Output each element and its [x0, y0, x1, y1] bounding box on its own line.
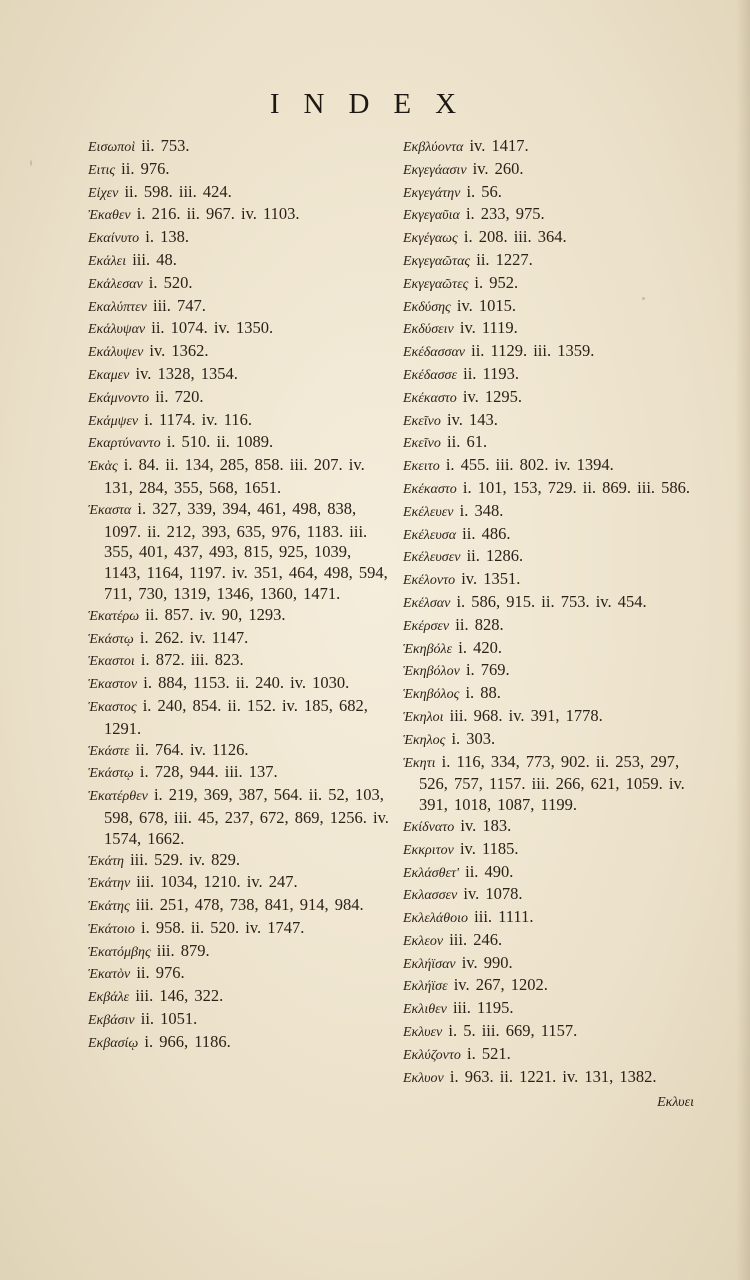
index-entry: [88, 740, 393, 763]
index-headword: Εκλασσεν: [403, 888, 458, 904]
index-entry: [403, 1067, 703, 1090]
index-references: ii. 1051.: [140, 1009, 198, 1029]
index-references: ii. 828.: [455, 614, 504, 634]
index-headword: Εκγέγαως: [403, 231, 458, 247]
index-entry: [88, 650, 393, 673]
index-entry: [403, 638, 703, 661]
paper-speck: [30, 160, 32, 166]
index-entry: [88, 963, 393, 986]
index-headword: Εκκριτον: [403, 842, 454, 858]
index-column-right: [403, 136, 703, 1089]
index-references: i. 5. iii. 669, 1157.: [448, 1021, 578, 1041]
index-entry: [403, 227, 703, 250]
index-entry: [403, 296, 703, 319]
index-references: ii. 1286.: [466, 546, 524, 566]
index-entry: [403, 478, 703, 501]
index-references: ii. 598. iii. 424.: [124, 181, 232, 201]
index-entry: [88, 986, 393, 1009]
index-headword: Εκλυον: [403, 1070, 444, 1086]
index-headword: Ἑκηλος: [403, 732, 446, 748]
index-references: iv. 1185.: [459, 838, 519, 858]
index-references: ii. 753.: [141, 136, 190, 155]
index-references: i. 455. iii. 802. iv. 1394.: [445, 455, 614, 475]
index-references: i. 219, 369, 387, 564. ii. 52, 103, 598, 678, iii. 45, 237, 672, 869, 1256. iv. 1574, 1662.: [104, 785, 389, 848]
index-column-left: [88, 136, 393, 1055]
index-headword: Εκλυεν: [403, 1025, 443, 1041]
index-references: i. 262. iv. 1147.: [139, 627, 249, 647]
index-references: i. 872. iii. 823.: [140, 650, 244, 670]
index-headword: Εκέρσεν: [403, 618, 450, 634]
index-entry: [88, 762, 393, 785]
index-headword: Εκβάσιν: [88, 1013, 135, 1029]
index-entry: [88, 364, 393, 387]
index-entry: [403, 501, 703, 524]
index-references: iii. 529. iv. 829.: [130, 849, 240, 869]
index-references: i. 521.: [466, 1043, 511, 1063]
index-references: i. 216. ii. 967. iv. 1103.: [136, 204, 300, 224]
index-headword: Ἑκατέρθεν: [88, 789, 148, 805]
index-references: i. 1174. iv. 116.: [144, 409, 252, 429]
index-headword: Εκαμεν: [88, 367, 130, 383]
index-headword: Εκλεον: [403, 933, 444, 949]
index-headword: Εκέλευσα: [403, 527, 457, 543]
index-entry: [88, 273, 393, 296]
index-headword: Εκέλσαν: [403, 595, 451, 611]
index-entry: [403, 432, 703, 455]
index-entry: [88, 895, 393, 918]
index-entry: [88, 941, 393, 964]
index-entry: [403, 182, 703, 205]
index-entry: [403, 930, 703, 953]
index-references: i. 348.: [459, 500, 504, 520]
index-entry: [403, 546, 703, 569]
index-entry: [403, 250, 703, 273]
index-headword: Εκεῖνο: [403, 413, 441, 429]
index-references: ii. 1129. iii. 1359.: [471, 341, 595, 361]
index-headword: Εκλελάθοιο: [403, 911, 469, 927]
index-references: ii. 61.: [447, 432, 488, 452]
index-references: i. 233, 975.: [465, 204, 545, 224]
index-references: i. 769.: [465, 660, 510, 680]
index-headword: Ἑκάτοιο: [88, 921, 135, 937]
index-entry: [403, 273, 703, 296]
index-headword: Εκάλυψαν: [88, 322, 146, 338]
index-headword: Ἑκαστοι: [88, 654, 135, 670]
index-headword: Εκέδασσαν: [403, 345, 466, 361]
index-headword: Εκλήϊσε: [403, 979, 448, 995]
index-entry: [88, 872, 393, 895]
index-headword: Εκβασίῳ: [88, 1035, 139, 1051]
index-entry: [403, 569, 703, 592]
index-references: iii. 879.: [156, 940, 210, 960]
index-entry: [403, 455, 703, 478]
index-references: i. 966, 1186.: [144, 1031, 231, 1051]
index-references: i. 116, 334, 773, 902. ii. 253, 297, 526, 757, 1157. iii. 266, 621, 1059. iv. 391, 1018, 1087, 1199.: [419, 751, 685, 815]
index-entry: [88, 673, 393, 696]
index-headword: Εκέλευσεν: [403, 550, 461, 566]
index-entry: [88, 250, 393, 273]
index-entry: [88, 785, 393, 849]
index-entry: [403, 387, 703, 410]
index-entry: [88, 696, 393, 740]
index-headword: Εκγεγάτην: [403, 185, 461, 201]
index-headword: Εκλύζοντο: [403, 1047, 461, 1063]
index-headword: Εκδύσειν: [403, 322, 454, 338]
index-headword: Ἑκηβόλον: [403, 664, 460, 680]
index-headword: Ἐκαθεν: [88, 208, 131, 224]
index-headword: Εκγεγαῶτας: [403, 253, 471, 269]
index-headword: Εκλιθεν: [403, 1002, 447, 1018]
index-headword: Ἑκηλοι: [403, 709, 444, 725]
index-entry: [403, 998, 703, 1021]
index-references: i. 963. ii. 1221. iv. 131, 1382.: [449, 1066, 657, 1086]
index-references: i. 586, 915. ii. 753. iv. 454.: [456, 591, 647, 611]
index-references: iv. 260.: [472, 158, 524, 178]
index-headword: Εκγεγάασιν: [403, 162, 467, 178]
index-references: iii. 1195.: [452, 998, 514, 1018]
index-entry: [88, 850, 393, 873]
index-entry: [403, 884, 703, 907]
index-entry: [403, 318, 703, 341]
paper-speck: [642, 297, 645, 300]
index-headword: Εκέκαστο: [403, 481, 457, 497]
index-headword: Εκάλεσαν: [88, 276, 143, 292]
index-entry: [403, 524, 703, 547]
index-entry: [403, 410, 703, 433]
index-entry: [88, 1009, 393, 1032]
index-headword: Εκλήϊσαν: [403, 956, 456, 972]
index-entry: [88, 387, 393, 410]
index-headword: Εκέκαστο: [403, 390, 457, 406]
index-entry: [403, 1044, 703, 1067]
index-headword: Ἑκὰς: [88, 459, 118, 475]
index-entry: [403, 706, 703, 729]
index-references: iv. 990.: [461, 952, 513, 972]
index-headword: Εκδύσης: [403, 299, 451, 315]
index-entry: [88, 1032, 393, 1055]
index-entry: [403, 615, 703, 638]
index-headword: Εκβάλε: [88, 990, 130, 1006]
index-references: ii. 486.: [462, 523, 511, 543]
index-headword: Εισωποὶ: [88, 140, 136, 155]
index-references: ii. 490.: [465, 861, 514, 881]
index-references: iv. 1417.: [469, 136, 529, 155]
index-references: ii. 720.: [155, 386, 204, 406]
index-entry: [403, 953, 703, 976]
index-entry: [88, 204, 393, 227]
index-headword: Εκειτο: [403, 459, 440, 475]
index-references: iii. 968. iv. 391, 1778.: [449, 705, 603, 725]
index-references: i. 56.: [466, 181, 502, 201]
index-references: i. 138.: [145, 227, 190, 247]
index-headword: Ἑκαστον: [88, 677, 138, 693]
index-references: iv. 183.: [460, 815, 512, 835]
index-references: i. 884, 1153. ii. 240. iv. 1030.: [143, 673, 350, 693]
index-entry: [403, 816, 703, 839]
index-references: ii. 976.: [121, 158, 170, 178]
index-headword: Ἑκαστος: [88, 699, 137, 715]
index-references: iv. 267, 1202.: [453, 975, 548, 995]
index-references: iv. 1362.: [149, 341, 209, 361]
index-references: iv. 1015.: [456, 295, 517, 315]
index-headword: Εκεῖνο: [403, 436, 441, 452]
index-entry: [403, 592, 703, 615]
catchword: Εκλυει: [657, 1095, 694, 1110]
index-references: i. 420.: [458, 637, 502, 657]
index-headword: Ἑκατόμβης: [88, 944, 151, 960]
index-references: i. 952.: [474, 272, 519, 292]
index-references: i. 208. iii. 364.: [463, 227, 567, 247]
index-references: ii. 1193.: [463, 363, 520, 383]
index-references: iv. 1328, 1354.: [135, 363, 238, 383]
index-references: ii. 857. iv. 90, 1293.: [145, 604, 286, 624]
index-headword: Εκάμψεν: [88, 413, 139, 429]
index-entry: [403, 839, 703, 862]
index-headword: Ἑκατὸν: [88, 967, 131, 983]
index-references: ii. 1227.: [476, 249, 533, 269]
index-entry: [403, 729, 703, 752]
index-references: iv. 143.: [447, 409, 498, 429]
index-references: i. 240, 854. ii. 152. iv. 185, 682, 1291.: [104, 695, 368, 738]
index-entry: [403, 159, 703, 182]
index-references: iii. 246.: [449, 929, 503, 949]
index-entry: [403, 752, 703, 816]
index-entry: [88, 918, 393, 941]
index-entry: [403, 136, 703, 159]
index-headword: Εκίδνατο: [403, 819, 455, 835]
index-headword: Εἰχεν: [88, 185, 119, 201]
index-references: iii. 48.: [132, 249, 177, 269]
index-entry: [403, 204, 703, 227]
index-references: iii. 146, 322.: [135, 986, 224, 1006]
index-entry: [88, 455, 393, 499]
index-headword: Εκγεγαῦια: [403, 208, 460, 224]
index-headword: Ἑκάστῳ: [88, 631, 134, 647]
index-headword: Εκάλει: [88, 253, 127, 269]
index-headword: Εκέδασσε: [403, 367, 457, 383]
index-entry: [88, 628, 393, 651]
index-headword: Εκαλύπτεν: [88, 299, 147, 315]
index-references: iv. 1351.: [461, 569, 521, 589]
index-references: iv. 1119.: [459, 318, 518, 338]
index-entry: [88, 499, 393, 605]
index-references: ii. 1074. iv. 1350.: [151, 318, 274, 338]
index-references: iv. 1295.: [462, 386, 523, 406]
page-title: INDEX: [269, 88, 481, 120]
index-headword: Ἑκηβόλος: [403, 687, 460, 703]
index-entry: [88, 227, 393, 250]
index-references: ii. 976.: [136, 963, 185, 983]
index-entry: [403, 683, 703, 706]
index-references: i. 88.: [465, 683, 501, 703]
index-headword: Ἑκατέρω: [88, 608, 140, 624]
index-references: i. 510. ii. 1089.: [166, 432, 274, 452]
index-references: i. 84. ii. 134, 285, 858. iii. 207. iv. 131, 284, 355, 568, 1651.: [104, 455, 365, 497]
index-entry: [403, 862, 703, 885]
index-references: i. 520.: [148, 272, 193, 292]
index-headword: Ἑκάστῳ: [88, 766, 134, 782]
index-references: i. 958. ii. 520. iv. 1747.: [141, 917, 305, 937]
index-entry: [88, 296, 393, 319]
index-headword: Εκάμνοντο: [88, 390, 150, 406]
index-entry: [403, 975, 703, 998]
index-entry: [88, 341, 393, 364]
index-entry: [403, 907, 703, 930]
index-headword: Εκέλοντο: [403, 573, 456, 589]
index-headword: Εκαρτύναντο: [88, 436, 161, 452]
index-headword: Ειτις: [88, 162, 116, 178]
index-references: iii. 251, 478, 738, 841, 914, 984.: [135, 895, 364, 915]
index-references: iii. 1111.: [474, 907, 534, 927]
index-references: i. 303.: [451, 728, 496, 748]
index-entry: [88, 182, 393, 205]
index-headword: Εκγεγαῶτες: [403, 276, 469, 292]
index-headword: Εκλάσθετ': [403, 865, 459, 881]
index-headword: Εκάλυψεν: [88, 345, 144, 361]
index-headword: Εκαίνυτο: [88, 231, 140, 247]
index-entry: [88, 410, 393, 433]
index-references: iii. 1034, 1210. iv. 247.: [136, 872, 298, 892]
index-entry: [88, 605, 393, 628]
index-entry: [88, 432, 393, 455]
index-headword: Ἑκαστα: [88, 502, 132, 518]
index-entry: [88, 159, 393, 182]
index-entry: [88, 136, 393, 159]
index-headword: Ἑκητι: [403, 755, 436, 771]
index-references: iv. 1078.: [463, 884, 523, 904]
index-entry: [403, 660, 703, 683]
index-entry: [88, 318, 393, 341]
index-references: i. 101, 153, 729. ii. 869. iii. 586.: [462, 477, 691, 497]
index-headword: Ἑκάτης: [88, 899, 130, 915]
index-references: ii. 764. iv. 1126.: [135, 739, 249, 759]
index-headword: Ἑκάτην: [88, 876, 131, 892]
index-headword: Εκβλύοντα: [403, 140, 464, 155]
index-references: iii. 747.: [153, 295, 206, 315]
index-headword: Ἑκάστε: [88, 743, 130, 759]
index-headword: Εκέλευεν: [403, 504, 454, 520]
index-entry: [403, 364, 703, 387]
index-references: i. 327, 339, 394, 461, 498, 838, 1097. ii. 212, 393, 635, 976, 1183. iii. 355, 401, 437, 493, 815, 925, 1039, 1143, 1164, 1197. iv. 351, 464, 498, 594, 711, 730, 1319, 1346, 1360, 1471.: [104, 498, 388, 603]
index-headword: Ἑκηβόλε: [403, 641, 453, 657]
index-entry: [403, 341, 703, 364]
index-headword: Ἑκάτη: [88, 853, 124, 869]
index-entry: [403, 1021, 703, 1044]
index-references: i. 728, 944. iii. 137.: [139, 762, 278, 782]
